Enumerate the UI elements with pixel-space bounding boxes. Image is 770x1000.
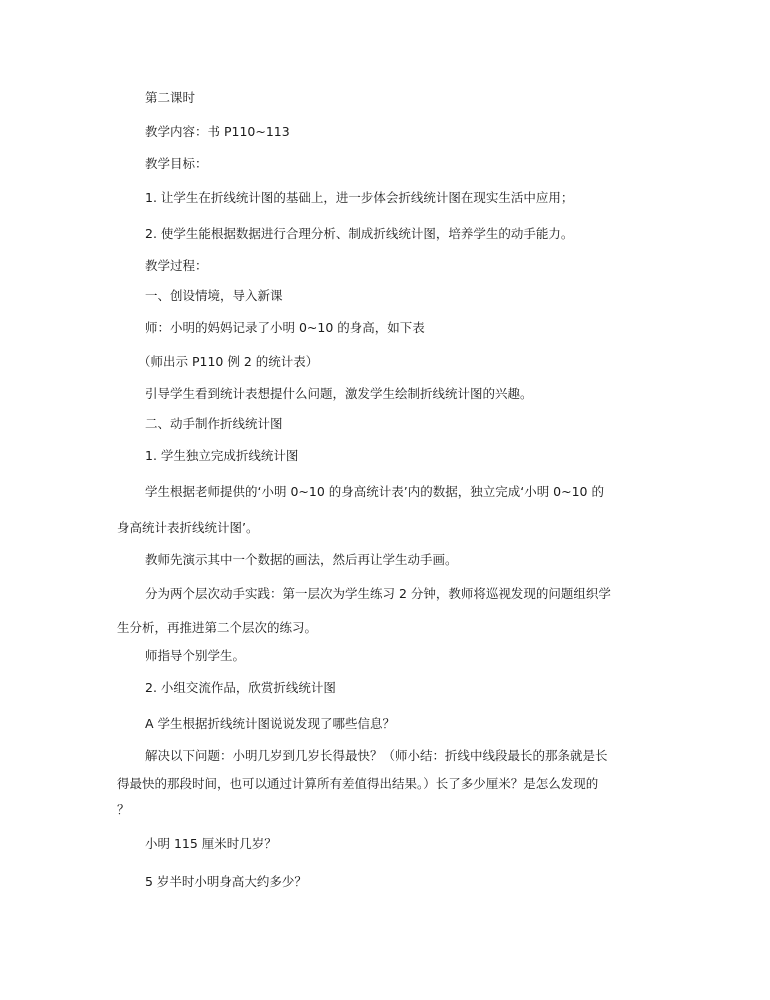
paragraph: 师：小明的妈妈记录了小明 0~10 的身高，如下表 [145,320,425,335]
paragraph: 引导学生看到统计表想提什么问题，激发学生绘制折线统计图的兴趣。 [145,386,533,401]
lesson-heading: 第二课时 [145,90,196,105]
paragraph: （师出示 P110 例 2 的统计表） [138,354,319,369]
section-2-heading: 二、动手制作折线统计图 [145,416,283,431]
subsection-1-heading: 1. 学生独立完成折线统计图 [145,448,299,463]
paragraph-continuation: ？ [117,802,130,817]
teaching-process-heading: 教学过程： [145,258,208,273]
paragraph: 教师先演示其中一个数据的画法，然后再让学生动手画。 [145,552,458,567]
paragraph: 师指导个别学生。 [145,648,246,663]
paragraph: 小明 115 厘米时几岁？ [145,836,277,851]
goal-1: 1. 让学生在折线统计图的基础上，进一步体会折线统计图在现实生活中应用； [145,190,574,205]
section-1-heading: 一、创设情境，导入新课 [145,288,283,303]
goal-2: 2. 使学生能根据数据进行合理分析、制成折线统计图，培养学生的动手能力。 [145,226,574,241]
paragraph: 解决以下问题：小明几岁到几岁长得最快？（师小结：折线中线段最长的那条就是长 [145,748,608,763]
paragraph: 分为两个层次动手实践：第一层次为学生练习 2 分钟，教师将巡视发现的问题组织学 [145,586,611,601]
paragraph-continuation: 得最快的那段时间，也可以通过计算所有差值得出结果。）长了多少厘米？是怎么发现的 [117,776,599,791]
teaching-goals-heading: 教学目标： [145,156,208,171]
paragraph: 5 岁半时小明身高大约多少？ [145,874,307,889]
teaching-content: 教学内容：书 P110~113 [145,124,290,139]
paragraph-continuation: 身高统计表折线统计图’。 [117,520,259,535]
subsection-2-heading: 2. 小组交流作品，欣赏折线统计图 [145,680,336,695]
paragraph: A 学生根据折线统计图说说发现了哪些信息？ [145,716,396,731]
paragraph-continuation: 生分析，再推进第二个层次的练习。 [117,620,318,635]
paragraph: 学生根据老师提供的‘小明 0~10 的身高统计表’内的数据，独立完成‘小明 0~10 的 [145,484,604,499]
